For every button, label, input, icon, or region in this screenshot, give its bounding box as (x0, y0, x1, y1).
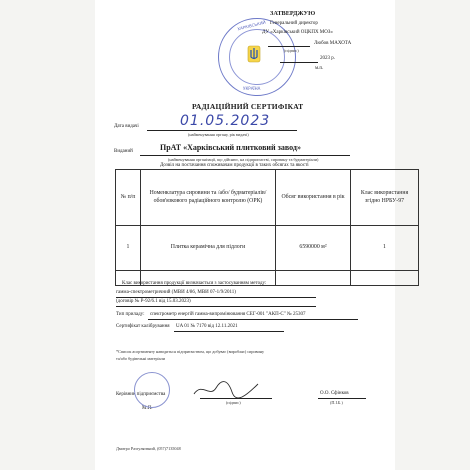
calibration-underline (174, 331, 284, 332)
contact-line: Дмитро Разгуляєвний, (057)7135048 (116, 446, 181, 451)
issued-to-line (140, 155, 350, 156)
approval-mp: м.п. (315, 66, 324, 71)
signer-signature-line (200, 398, 272, 399)
company-name: ПрАТ «Харківський плитковий завод» (160, 143, 301, 152)
signer-name-caption: (П.І.Б.) (330, 400, 343, 405)
company-caption: (найменування організації, що дійснює, на підприємстві, сировину та будматеріали) (168, 157, 319, 162)
device-value: спектрометр енергій гамма-випромінювання СЕГ-001 "АКП-С" № 25307 (150, 312, 306, 317)
approval-year: 2023 р. (320, 56, 335, 61)
table-header-row (116, 170, 419, 226)
method-underline (116, 297, 316, 298)
approval-position: Генеральний директор (270, 21, 318, 26)
signer-label: Керівник підприємства (116, 392, 166, 397)
approval-signature-caption: (підпис) (284, 48, 299, 53)
cell-product: Плитка керамічна для підлоги (141, 226, 276, 271)
issue-date-value: 01.05.2023 (180, 113, 271, 129)
device-underline (148, 319, 358, 320)
certificate-title: РАДІАЦІЙНИЙ СЕРТИФІКАТ (192, 102, 304, 111)
header-number: № п/п (116, 170, 141, 226)
table-row (116, 226, 419, 271)
signer-name-line (318, 398, 366, 399)
approval-heading: ЗАТВЕРДЖУЮ (270, 10, 316, 17)
contract-underline (116, 306, 316, 307)
signer-name: О.О. Сфінков (320, 391, 349, 396)
cell-class: 1 (351, 226, 419, 271)
header-nomenclature: Номенклатура сировини та /або/ будматеріалів/ обов'язкового радіаційного контролю (ОРК) (141, 170, 276, 226)
issue-date-label: Дата видачі (114, 124, 139, 129)
products-table (115, 169, 419, 286)
signer-signature-caption: (підпис) (226, 400, 241, 405)
class-method-text: Клас використання продукції визначається з застосуванням методу: (122, 281, 267, 286)
signer-mp: М.П. (142, 406, 153, 411)
stamp-mid-text: УКРАЇНА (243, 86, 261, 91)
approval-signature-line (268, 46, 310, 47)
footnote-line-2: та/або будівельні матеріали (116, 356, 165, 361)
calibration-value: UA 01 № 7170 від 12.11.2021 (176, 324, 238, 329)
stamp-ring-text: ХАРКІВСЬКИЙ (236, 19, 267, 32)
cell-volume: 6590000 м² (276, 226, 351, 271)
footnote-line-1: *Список асортименту наводиться підприємством, що добуває (виробляє) сировину (116, 349, 265, 354)
allowance-text: Дозвіл на постачання споживачам продукції в таких обсягах та якості (160, 163, 309, 168)
method-value: гамма-спектрометричний (МВИ 4/86, МВИ 07-1/9/2011) (116, 290, 236, 295)
cell-number: 1 (116, 226, 141, 271)
header-volume: Обсяг використання в рік (276, 170, 351, 226)
device-label: Тип приладу: (116, 312, 145, 317)
issued-to-label: Виданий (114, 149, 133, 154)
trident-emblem-icon (247, 45, 261, 70)
issue-date-line (147, 130, 297, 131)
company-stamp (134, 372, 170, 408)
approval-director-name: Любов МАХОТА (314, 41, 352, 46)
issue-date-caption: (найменування органу, рік видачі) (188, 132, 249, 137)
calibration-label: Сертифікат калібрування (116, 324, 170, 329)
header-class: Клас використання згідно НРБУ-97 (351, 170, 419, 226)
approval-date-line (280, 62, 318, 63)
approval-organization: ДУ «Харківський ОЦКПХ МОЗ» (262, 30, 333, 35)
contract-value: (договір № Р-92/6.1 від 15.03.2023) (116, 299, 191, 304)
